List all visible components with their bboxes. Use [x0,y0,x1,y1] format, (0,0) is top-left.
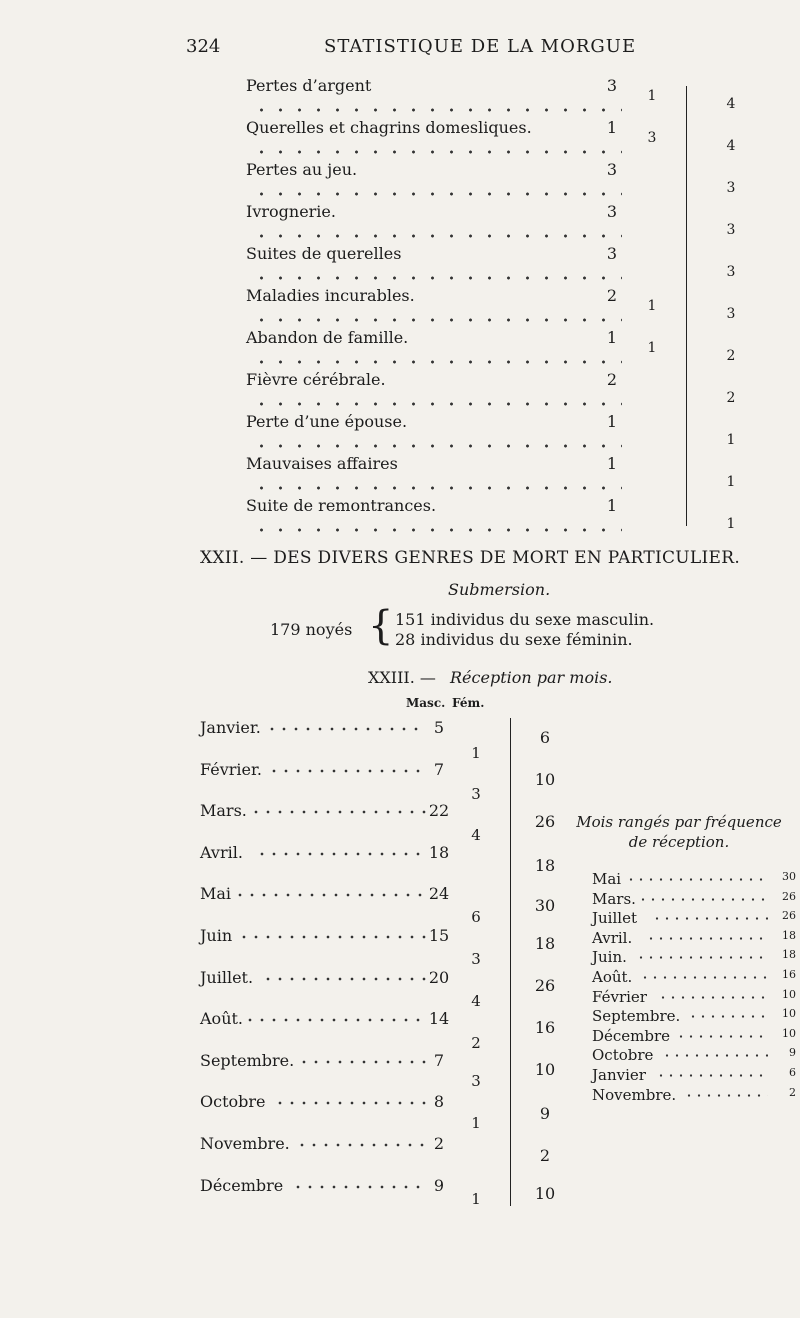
cause-row [0,328,800,364]
ranked-month-name: Août. [592,968,633,986]
ranked-month-value: 6 [789,1066,796,1079]
cause-count: 1 [606,118,618,137]
cause-row [0,370,800,406]
month-masc-count: 15 [428,926,450,945]
cause-count: 3 [606,76,618,95]
dot-leader [638,898,768,901]
month-name: Août. [200,1009,244,1029]
dot-leader [252,444,622,448]
cause-count: 3 [606,160,618,179]
dot-leader [292,1185,426,1189]
col-header-fem: Fém. [452,696,485,710]
ranked-title-line-2: de réception. [628,833,730,851]
month-difference: 1 [471,744,481,762]
month-masc-count: 8 [433,1092,445,1112]
cause-label: Pertes d’argent [246,76,372,95]
month-name: Juin [200,926,233,945]
cause-total: 2 [726,348,736,364]
ranked-month-value: 16 [782,968,796,981]
dot-leader [266,727,426,731]
dot-leader [252,360,622,364]
month-difference: 6 [471,908,481,926]
ranked-month-value: 18 [782,928,796,942]
dot-leader [626,878,768,881]
month-name: Juillet. [200,967,254,987]
month-masc-count: 20 [428,967,450,987]
month-row [0,760,800,784]
cause-difference: 1 [647,340,657,356]
cause-row [0,202,800,238]
cause-count: 1 [606,328,618,347]
month-fem-count: 9 [539,1104,551,1123]
month-difference: 3 [471,785,481,803]
ranked-month-name: Novembre. [592,1085,677,1104]
ranked-month-name: Mars. [592,889,636,908]
dot-leader [296,1143,426,1147]
ranked-month-name: Juin. [592,948,627,967]
cause-label: Querelles et chagrins domesliques. [246,118,532,137]
cause-total: 1 [726,474,736,490]
ranked-item [0,1066,800,1084]
month-fem-count: 10 [534,1184,556,1203]
noyes-male: 151 individus du sexe masculin. [395,610,655,629]
ranked-month-name: Octobre [592,1046,654,1065]
month-masc-count: 24 [428,884,450,904]
month-fem-count: 18 [534,856,556,875]
col-header-masc: Masc. [406,696,446,710]
cause-row [0,244,800,280]
cause-total: 2 [726,390,736,406]
cause-total: 3 [726,306,736,322]
dot-leader [268,769,426,773]
ranked-title [566,812,792,852]
noyes-female: 28 individus du sexe féminin. [395,630,633,649]
month-difference: 1 [471,1114,481,1132]
month-masc-count: 7 [433,759,445,779]
dot-leader [252,150,622,154]
page-number: 324 [186,36,221,57]
cause-label: Ivrognerie. [246,202,336,221]
cause-label: Abandon de famille. [246,328,409,347]
ranked-month-value: 30 [782,870,796,883]
dot-leader [256,852,426,856]
cause-difference: 1 [647,88,657,104]
ranked-month-value: 10 [782,1026,796,1040]
dot-leader [656,1074,768,1077]
cause-difference: 3 [647,130,657,146]
month-row [0,1134,800,1158]
cause-label: Perte d’une épouse. [246,412,408,431]
cause-label: Maladies incurables. [246,286,415,305]
dot-leader [252,234,622,238]
cause-count: 1 [606,496,618,515]
dot-leader [676,1035,768,1038]
noyes-brace: { [368,603,394,649]
cause-total: 3 [726,264,736,280]
cause-row [0,76,800,112]
dot-leader [652,917,768,920]
month-fem-count: 10 [534,770,556,789]
month-fem-count: 10 [534,1060,556,1079]
ranked-title-line-1: Mois rangés par fréquence [576,813,782,831]
causes-brace [686,86,687,526]
ranked-month-name: Juillet [592,909,637,928]
ranked-item [0,948,800,966]
ranked-item [0,909,800,927]
cause-total: 3 [726,222,736,238]
dot-leader [662,1054,768,1057]
cause-label: Fièvre cérébrale. [246,370,386,389]
cause-count: 2 [606,286,618,305]
cause-total: 3 [726,180,736,196]
month-fem-count: 2 [539,1146,551,1165]
month-name: Septembre. [200,1050,295,1070]
month-difference: 3 [471,950,481,968]
month-name: Mars. [200,801,247,821]
ranked-month-value: 10 [782,1007,796,1021]
month-difference: 3 [471,1072,481,1090]
month-name: Mai [200,884,232,904]
cause-difference: 1 [647,298,657,314]
ranked-month-value: 10 [782,987,796,1001]
dot-leader [252,192,622,196]
cause-count: 1 [606,412,618,431]
month-difference: 2 [471,1034,481,1052]
cause-row [0,160,800,196]
month-difference: 1 [471,1190,481,1208]
ranked-month-name: Décembre [592,1026,671,1045]
month-row [0,1176,800,1200]
month-difference: 4 [471,826,481,844]
dot-leader [252,108,622,112]
month-masc-count: 9 [433,1175,445,1195]
month-name: Février. [200,759,262,779]
month-name: Octobre [200,1092,266,1112]
cause-row [0,454,800,490]
cause-row [0,496,800,532]
cause-row [0,118,800,154]
cause-count: 3 [606,202,618,221]
ranked-month-name: Février [592,987,647,1006]
ranked-month-name: Avril. [592,928,633,947]
month-masc-count: 7 [433,1050,445,1070]
month-row [0,718,800,742]
section-subtitle: Submersion. [448,580,551,599]
cause-label: Pertes au jeu. [246,160,358,179]
reception-title-roman: XXIII. — [368,668,436,687]
month-name: Janvier. [200,718,261,737]
month-name: Décembre [200,1175,284,1195]
month-fem-count: 18 [534,934,556,953]
ranked-item [0,1086,800,1104]
ranked-month-value: 26 [782,889,796,903]
cause-label: Suites de querelles [246,244,402,263]
ranked-month-name: Janvier [592,1066,646,1084]
cause-total: 4 [726,138,736,154]
month-masc-count: 5 [433,718,445,737]
dot-leader [252,318,622,322]
month-difference: 4 [471,992,481,1010]
dot-leader [688,1015,768,1018]
ranked-month-value: 18 [782,948,796,962]
dot-leader [646,937,768,940]
month-fem-count: 26 [534,812,556,831]
ranked-item [0,1046,800,1064]
running-title: STATISTIQUE DE LA MORGUE [324,36,637,57]
dot-leader [252,486,622,490]
ranked-month-value: 2 [789,1085,796,1099]
cause-row [0,412,800,448]
month-masc-count: 2 [433,1134,445,1153]
dot-leader [250,810,426,814]
cause-label: Suite de remontrances. [246,496,437,515]
ranked-item [0,929,800,947]
dot-leader [252,276,622,280]
dot-leader [658,996,768,999]
month-fem-count: 30 [534,896,556,915]
month-fem-count: 16 [534,1018,556,1037]
month-masc-count: 18 [428,842,450,862]
page-header [0,36,800,60]
ranked-item [0,890,800,908]
ranked-month-value: 9 [789,1046,796,1060]
cause-total: 4 [726,96,736,112]
cause-count: 2 [606,370,618,389]
reception-title: Réception par mois. [450,668,613,687]
cause-row [0,286,800,322]
dot-leader [640,976,768,979]
ranked-month-name: Septembre. [592,1007,681,1026]
month-fem-count: 26 [534,976,556,995]
ranked-item [0,870,800,888]
month-name: Avril. [200,842,243,862]
cause-label: Mauvaises affaires [246,454,398,473]
cause-count: 3 [606,244,618,263]
cause-total: 1 [726,516,736,532]
cause-count: 1 [606,454,618,473]
dot-leader [252,402,622,406]
dot-leader [252,528,622,532]
ranked-month-value: 26 [782,909,796,923]
ranked-month-name: Mai [592,870,622,888]
noyes-total: 179 noyés [270,620,353,639]
dot-leader [636,956,768,959]
month-masc-count: 14 [428,1009,450,1029]
ranked-item [0,1027,800,1045]
month-masc-count: 22 [428,801,450,821]
section-title: XXII. — DES DIVERS GENRES DE MORT EN PARTICULIER. [200,548,741,568]
cause-total: 1 [726,432,736,448]
dot-leader [684,1094,768,1097]
month-fem-count: 6 [539,728,551,747]
ranked-item [0,968,800,986]
ranked-item [0,988,800,1006]
month-name: Novembre. [200,1134,290,1153]
ranked-item [0,1007,800,1025]
